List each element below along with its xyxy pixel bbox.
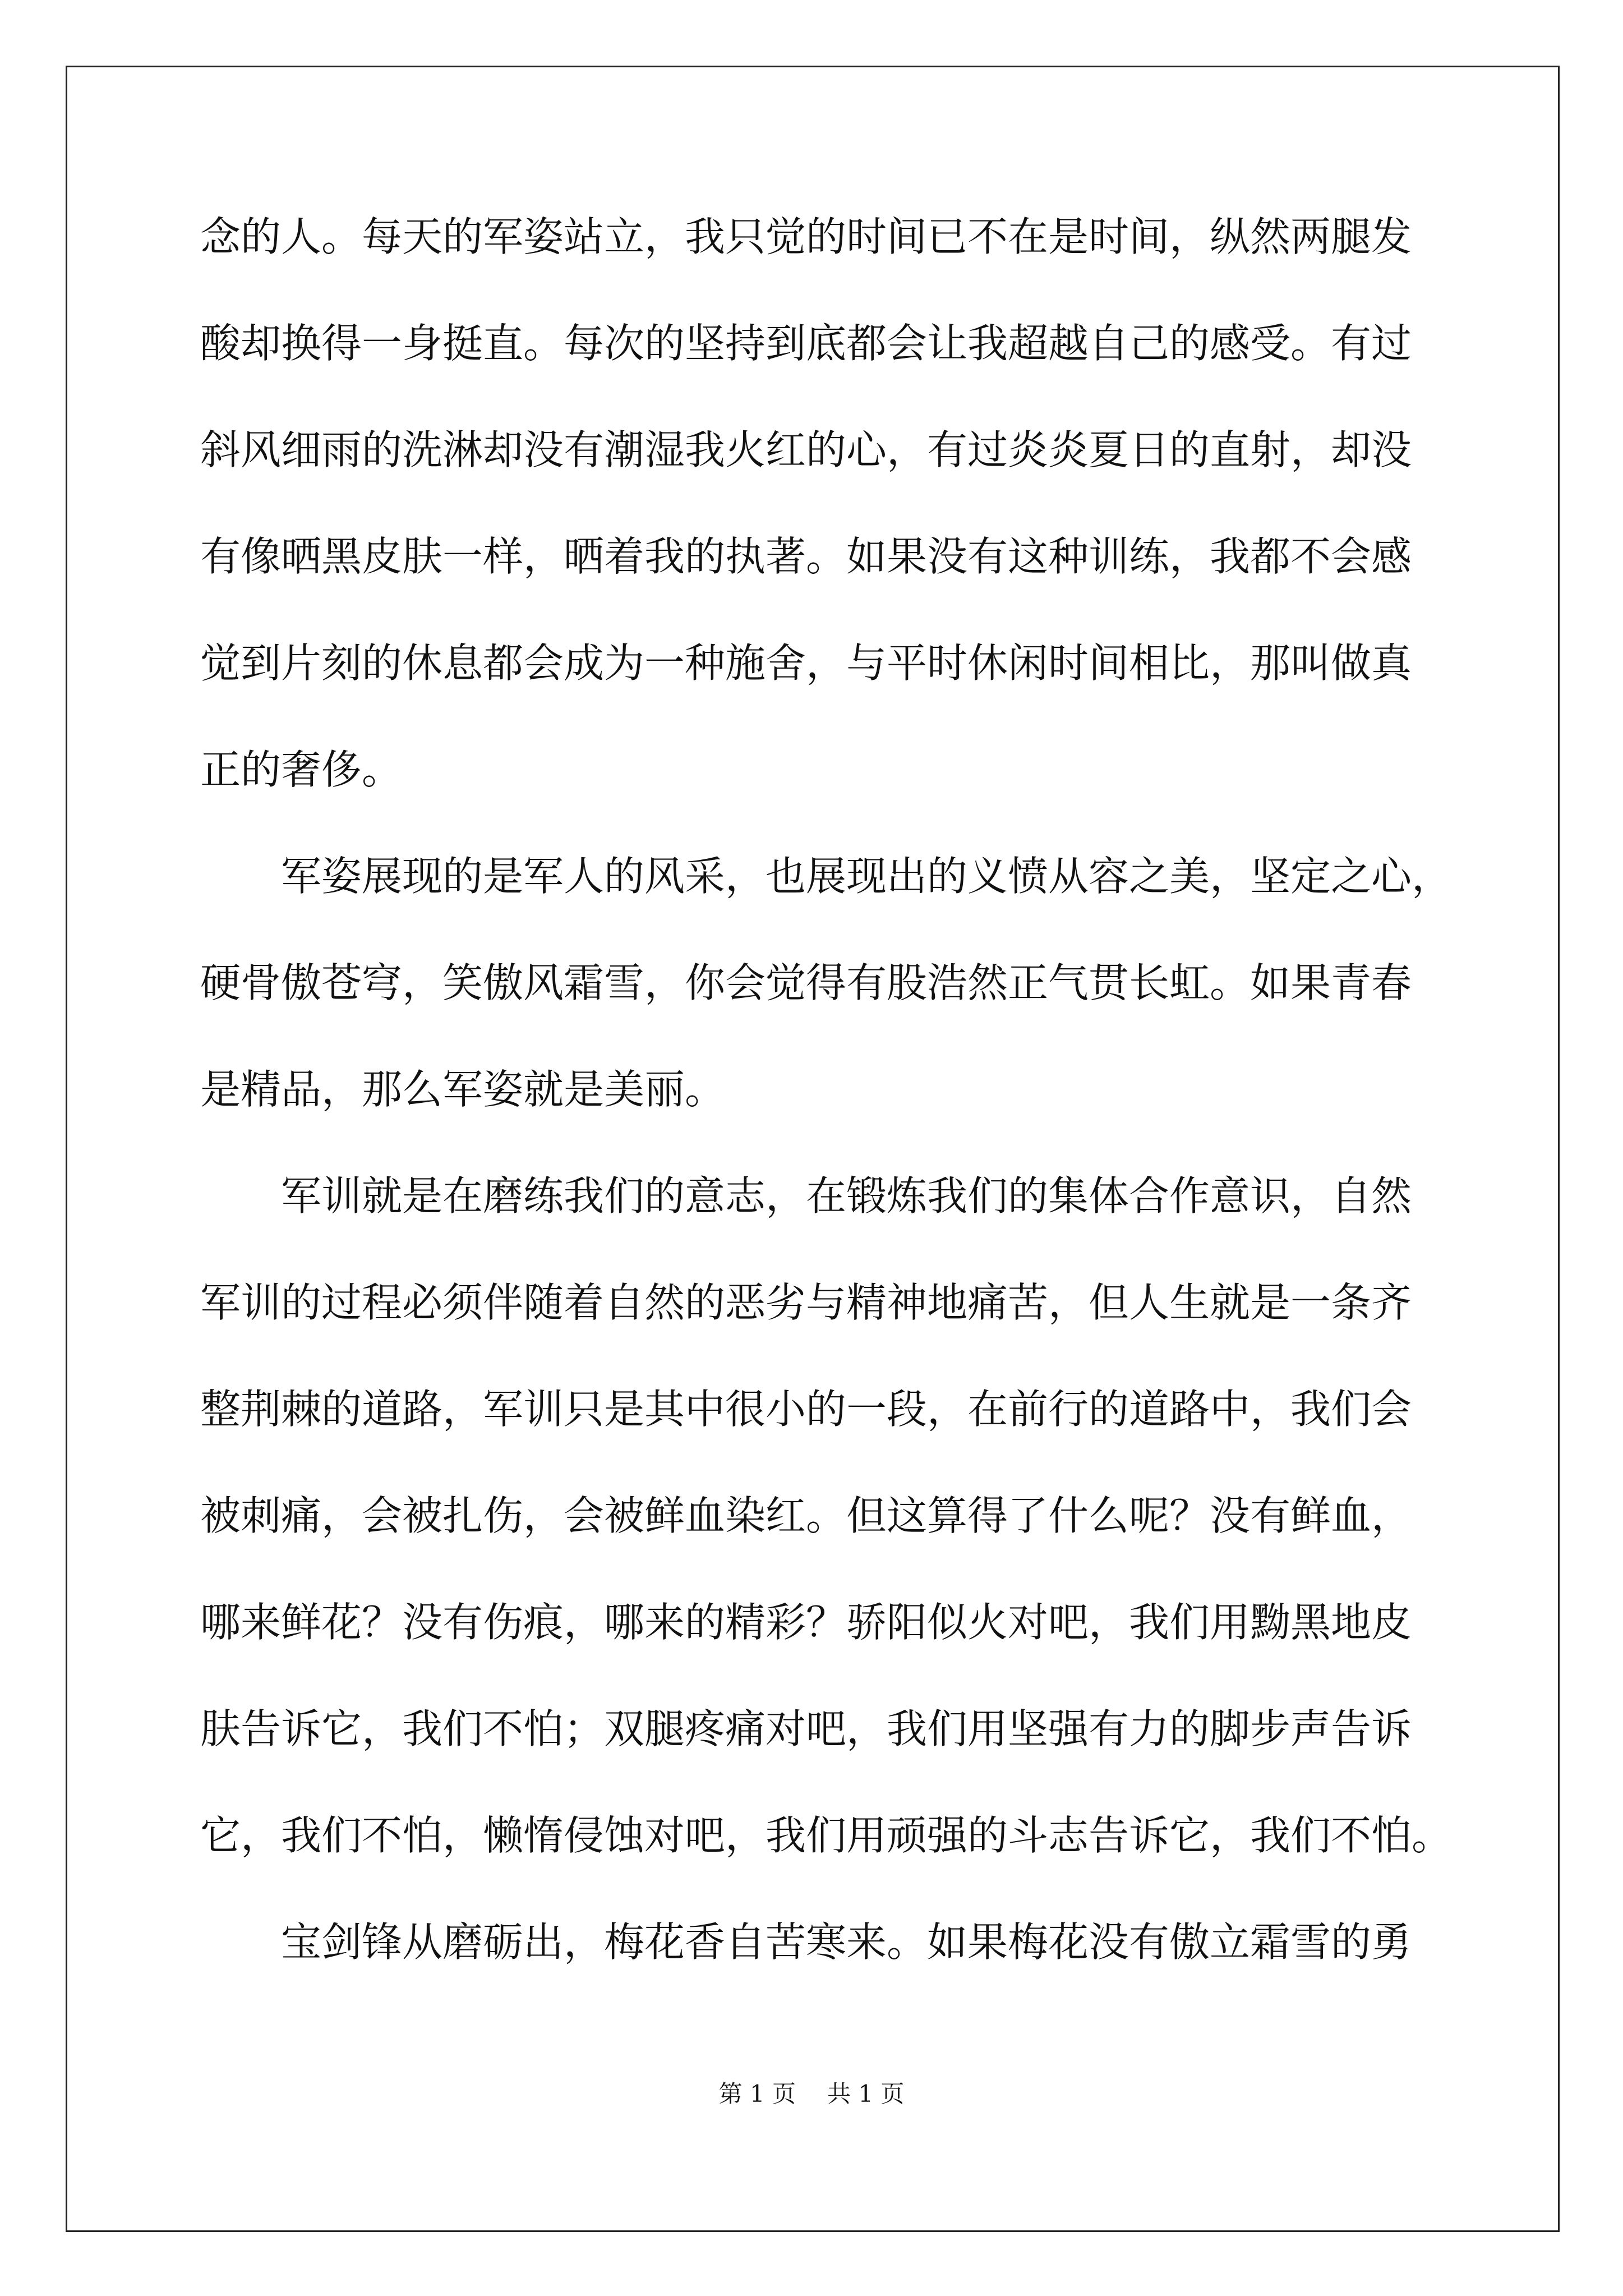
text-line: 酸却换得一身挺直。每次的坚持到底都会让我超越自己的感受。有过: [200, 320, 1412, 367]
page-number: 第 1 页: [718, 2080, 796, 2108]
page-total: 共 1 页: [827, 2080, 905, 2108]
text-line: 军训就是在磨练我们的意志，在锻炼我们的集体合作意识，自然: [200, 1172, 1412, 1220]
text-line: 它，我们不怕，懒惰侵蚀对吧，我们用顽强的斗志告诉它，我们不怕。: [200, 1812, 1453, 1859]
text-line: 宝剑锋从磨砺出，梅花香自苦寒来。如果梅花没有傲立霜雪的勇: [200, 1918, 1412, 1966]
text-line: 军姿展现的是军人的风采，也展现出的义愤从容之美，坚定之心，: [200, 853, 1453, 900]
text-line: 觉到片刻的休息都会成为一种施舍，与平时休闲时间相比，那叫做真: [200, 639, 1412, 687]
text-line: 有像晒黑皮肤一样，晒着我的执著。如果没有这种训练，我都不会感: [200, 533, 1412, 580]
text-line: 军训的过程必须伴随着自然的恶劣与精神地痛苦，但人生就是一条齐: [200, 1279, 1412, 1326]
page-border: [66, 66, 1560, 2232]
text-line: 念的人。每天的军姿站立，我只觉的时间已不在是时间，纵然两腿发: [200, 213, 1412, 260]
text-line: 硬骨傲苍穹，笑傲风霜雪，你会觉得有股浩然正气贯长虹。如果青春: [200, 959, 1412, 1006]
text-line: 斜风细雨的洗淋却没有潮湿我火红的心，有过炎炎夏日的直射，却没: [200, 426, 1412, 473]
text-line: 整荆棘的道路，军训只是其中很小的一段，在前行的道路中，我们会: [200, 1386, 1412, 1433]
text-line: 是精品，那么军姿就是美丽。: [200, 1066, 726, 1113]
text-line: 肤告诉它，我们不怕；双腿疼痛对吧，我们用坚强有力的脚步声告诉: [200, 1705, 1412, 1752]
text-line: 正的奢侈。: [200, 746, 403, 793]
page-footer: [0, 2076, 1623, 2109]
text-line: 被刺痛，会被扎伤，会被鲜血染红。但这算得了什么呢？没有鲜血，: [200, 1492, 1412, 1539]
text-line: 哪来鲜花？没有伤痕，哪来的精彩？骄阳似火对吧，我们用黝黑地皮: [200, 1599, 1412, 1646]
